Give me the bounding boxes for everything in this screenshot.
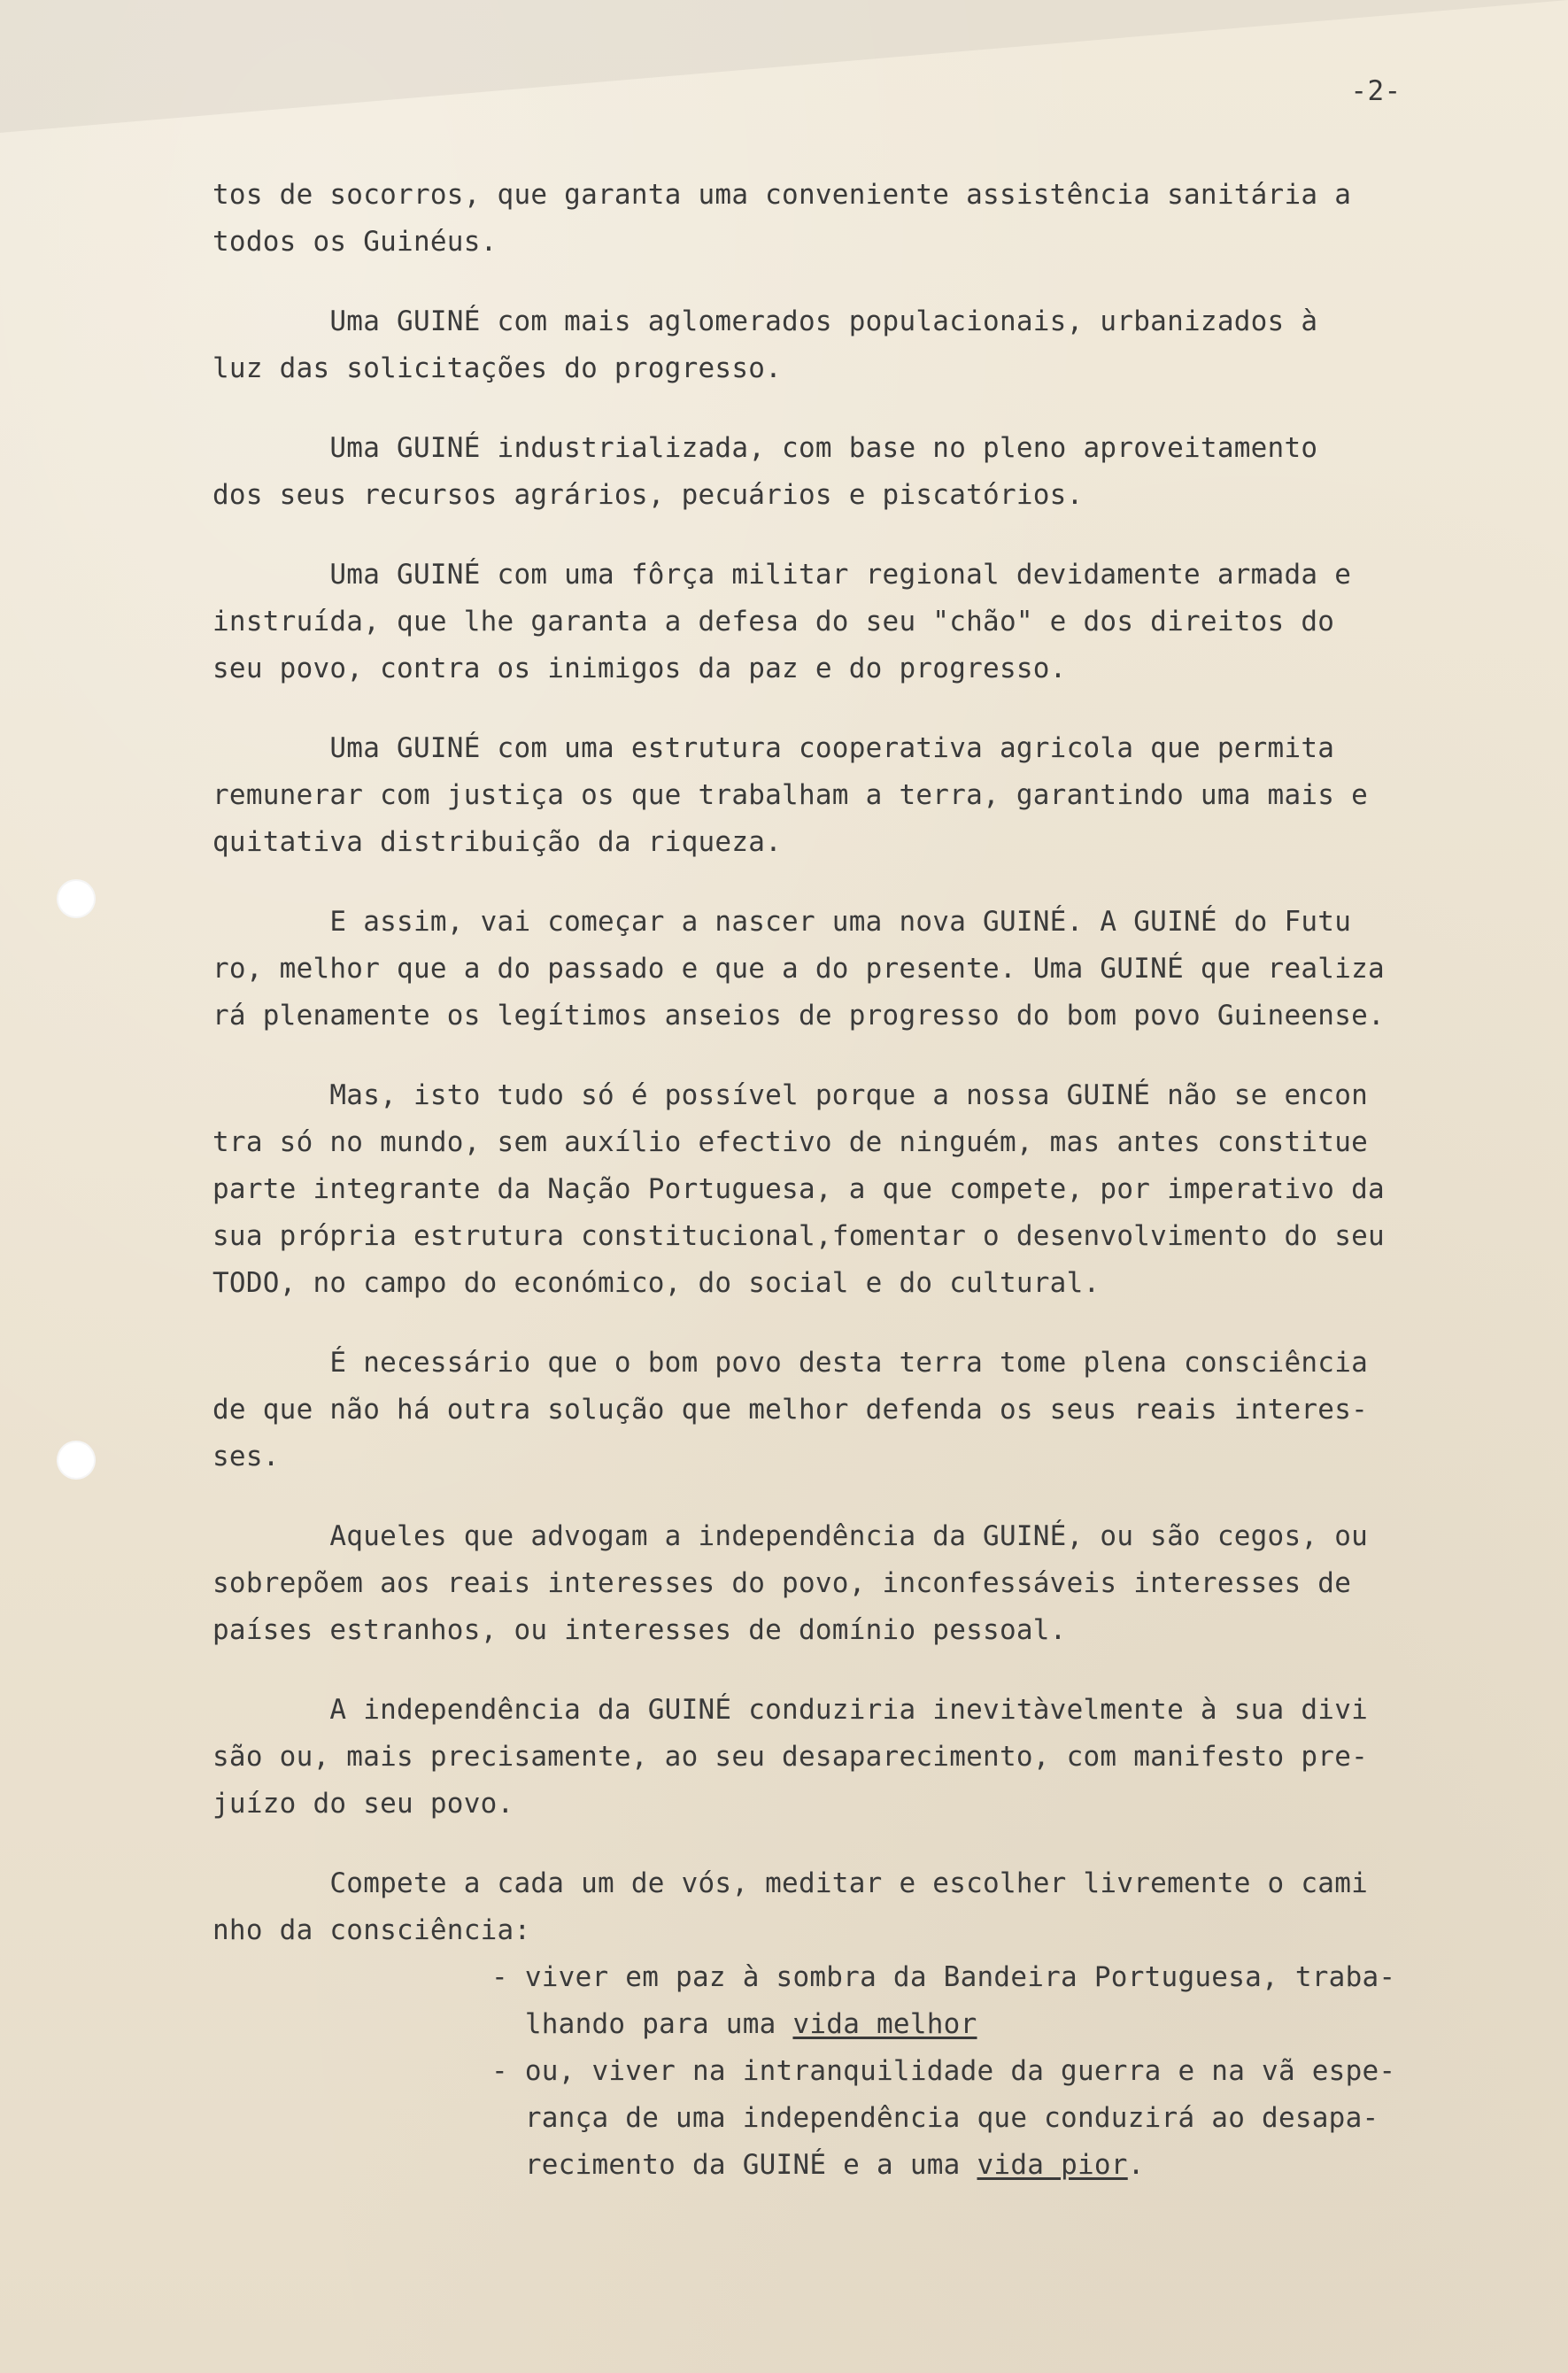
page-corner-shadow — [0, 0, 1568, 133]
text-line: instruída, que lhe garanta a defesa do seu "chão" e dos direitos do — [212, 606, 1335, 638]
paragraph — [212, 1687, 1434, 1828]
text-line: quitativa distribuição da riqueza. — [212, 826, 783, 858]
text-line: países estranhos, ou interesses de domínio pessoal. — [212, 1614, 1067, 1646]
punch-hole — [57, 1441, 96, 1480]
list-item — [491, 2048, 1434, 2189]
text-line: Mas, isto tudo só é possível porque a nossa GUINÉ não se encon — [212, 1079, 1369, 1111]
text-line: juízo do seu povo. — [212, 1788, 514, 1820]
text-line: tos de socorros, que garanta uma conveniente assistência sanitária a — [212, 179, 1352, 211]
text-line: seu povo, contra os inimigos da paz e do progresso. — [212, 653, 1067, 684]
paragraph — [212, 1860, 1434, 1954]
paragraph — [212, 172, 1434, 266]
paragraph — [212, 425, 1434, 519]
page-number: -2- — [1350, 75, 1402, 107]
text-line: luz das solicitações do progresso. — [212, 352, 783, 384]
text-line: dos seus recursos agrários, pecuários e piscatórios. — [212, 479, 1084, 511]
paragraph — [212, 552, 1434, 692]
text-line: de que não há outra solução que melhor defenda os seus reais interes- — [212, 1394, 1369, 1426]
text-line: rança de uma independência que conduzirá ao desapa- — [491, 2102, 1379, 2134]
text-line: tra só no mundo, sem auxílio efectivo de ninguém, mas antes constitue — [212, 1126, 1369, 1158]
text-line: sobrepõem aos reais interesses do povo, inconfessáveis interesses de — [212, 1567, 1352, 1599]
text-line: - viver em paz à sombra da Bandeira Portuguesa, traba- — [491, 1961, 1396, 1993]
text-line: TODO, no campo do económico, do social e do cultural. — [212, 1267, 1101, 1299]
text-line: Uma GUINÉ industrializada, com base no pleno aproveitamento — [212, 432, 1318, 464]
underlined-text: vida melhor — [792, 2008, 977, 2040]
paragraph — [212, 1513, 1434, 1654]
punch-hole — [57, 879, 96, 918]
text-line: Aqueles que advogam a independência da GUINÉ, ou são cegos, ou — [212, 1520, 1369, 1552]
paragraph — [212, 725, 1434, 866]
text-line: são ou, mais precisamente, ao seu desaparecimento, com manifesto pre- — [212, 1741, 1369, 1773]
text-line: nho da consciência: — [212, 1914, 531, 1946]
underlined-text: vida pior — [977, 2149, 1128, 2181]
text-line: Uma GUINÉ com uma estrutura cooperativa agricola que permita — [212, 732, 1335, 764]
text-line: Uma GUINÉ com mais aglomerados populacionais, urbanizados à — [212, 305, 1318, 337]
text-line: Uma GUINÉ com uma fôrça militar regional devidamente armada e — [212, 559, 1352, 591]
list-item — [491, 1954, 1434, 2048]
text-line: - ou, viver na intranquilidade da guerra e na vã espe- — [491, 2055, 1396, 2087]
text-line-suffix: . — [1127, 2149, 1145, 2181]
text-line: rá plenamente os legítimos anseios de progresso do bom povo Guineense. — [212, 1000, 1385, 1032]
text-line: parte integrante da Nação Portuguesa, a que compete, por imperativo da — [212, 1173, 1385, 1205]
paragraph — [212, 298, 1434, 392]
paragraph — [212, 1072, 1434, 1307]
text-line: ro, melhor que a do passado e que a do presente. Uma GUINÉ que realiza — [212, 953, 1385, 985]
text-line: A independência da GUINÉ conduziria inevitàvelmente à sua divi — [212, 1694, 1369, 1726]
text-line: E assim, vai começar a nascer uma nova GUINÉ. A GUINÉ do Futu — [212, 906, 1352, 938]
text-line-prefix: lhando para uma — [491, 2008, 793, 2040]
text-line: ses. — [212, 1441, 280, 1472]
document-body — [212, 172, 1434, 2189]
text-line: remunerar com justiça os que trabalham a terra, garantindo uma mais e — [212, 779, 1369, 811]
text-line: É necessário que o bom povo desta terra tome plena consciência — [212, 1347, 1369, 1379]
options-list — [212, 1954, 1434, 2189]
paragraph — [212, 1340, 1434, 1480]
text-line: todos os Guinéus. — [212, 226, 498, 258]
text-line: sua própria estrutura constitucional,fomentar o desenvolvimento do seu — [212, 1220, 1385, 1252]
paragraph — [212, 899, 1434, 1040]
text-line-prefix: recimento da GUINÉ e a uma — [491, 2149, 977, 2181]
text-line: Compete a cada um de vós, meditar e escolher livremente o cami — [212, 1867, 1369, 1899]
